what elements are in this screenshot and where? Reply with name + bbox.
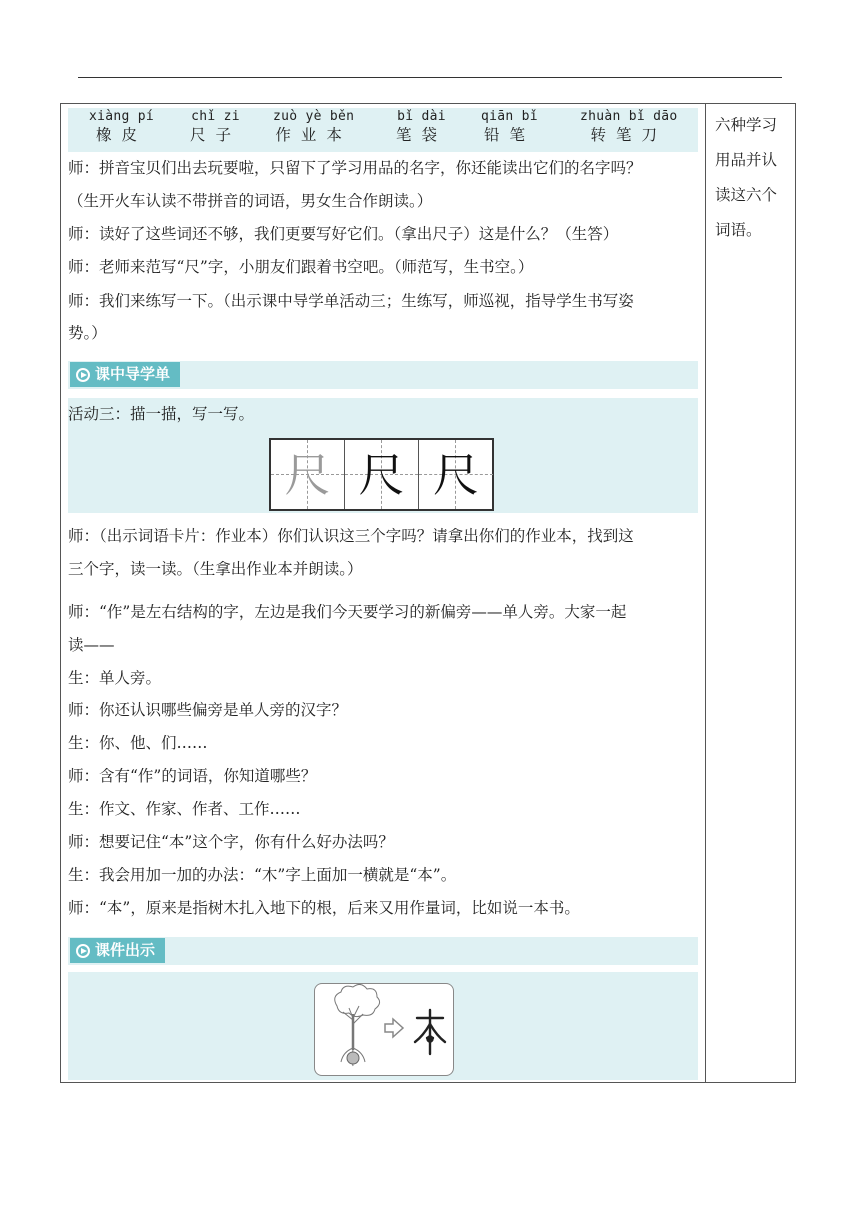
dialogue-line: 师：你还认识哪些偏旁是单人旁的汉字？	[68, 701, 348, 719]
dialogue-line: 师：我们来练写一下。（出示课中导学单活动三；生练写，师巡视，指导学生书写姿	[68, 292, 634, 310]
header-rule	[78, 77, 782, 78]
grid-cell	[345, 440, 419, 509]
play-circle-icon	[76, 944, 90, 958]
writing-grid	[269, 438, 494, 511]
dialogue-line: 师：老师来范写“尺”字，小朋友们跟着书空吧。（师范写，生书空。）	[68, 258, 534, 276]
activity-panel	[68, 398, 698, 513]
word-pinyin: qiān bǐ	[481, 109, 538, 124]
word-item	[190, 108, 241, 144]
lesson-table	[60, 103, 796, 1083]
side-note	[715, 108, 791, 248]
word-item	[481, 108, 538, 144]
dialogue-line: 生：作文、作家、作者、工作……	[68, 800, 301, 818]
side-note-line: 读这六个	[715, 186, 778, 204]
banner-title: 课中导学单	[95, 365, 171, 383]
dialogue-line: 生：我会用加一加的办法：“木”字上面加一横就是“本”。	[68, 866, 457, 884]
dialogue-line: 师：含有“作”的词语，你知道哪些？	[68, 767, 317, 785]
dialogue-line: 师：想要记住“本”这个字，你有什么好办法吗？	[68, 833, 394, 851]
word-pinyin: bǐ dài	[397, 109, 446, 124]
pinyin-word-row	[68, 108, 698, 152]
trace-character: 尺	[284, 447, 331, 502]
side-note-line: 词语。	[715, 221, 762, 239]
arrow-right-icon	[385, 1019, 403, 1037]
tree-root-to-ben-illustration	[315, 984, 452, 1074]
activity-title: 活动三：描一描，写一写。	[68, 405, 255, 423]
play-circle-icon	[76, 368, 90, 382]
banner-tag	[70, 938, 165, 963]
model-character: 尺	[433, 447, 479, 502]
dialogue-line: 三个字，读一读。（生拿出作业本并朗读。）	[68, 560, 363, 578]
dialogue-line: 师：读好了这些词还不够，我们更要写好它们。（拿出尺子）这是什么？（生答）	[68, 225, 619, 243]
section-banner-guide	[68, 361, 698, 389]
courseware-card	[314, 983, 454, 1076]
dialogue-line: 师：（出示词语卡片：作业本）你们认识这三个字吗？请拿出你们的作业本，找到这	[68, 527, 634, 545]
word-pinyin: zuò yè běn	[273, 109, 355, 124]
word-hanzi: 笔袋	[396, 126, 448, 144]
word-hanzi: 橡皮	[96, 126, 148, 144]
word-pinyin: chǐ zi	[191, 109, 240, 124]
courseware-panel	[68, 972, 698, 1080]
section-banner-courseware	[68, 937, 698, 965]
banner-title: 课件出示	[95, 941, 156, 959]
banner-tag	[70, 362, 180, 387]
word-hanzi: 转笔刀	[590, 126, 668, 144]
side-note-line: 六种学习	[715, 116, 778, 134]
word-item	[273, 108, 354, 144]
word-item	[396, 108, 447, 144]
word-pinyin: xiàng pí	[89, 109, 155, 124]
dialogue-line: 势。）	[68, 324, 107, 342]
grid-cell	[271, 440, 345, 509]
dialogue-line: 师：“本”，原来是指树木扎入地下的根，后来又用作量词，比如说一本书。	[68, 899, 580, 917]
word-item	[89, 108, 154, 144]
word-pinyin: zhuàn bǐ dāo	[580, 109, 678, 124]
dialogue-line: 师：拼音宝贝们出去玩要啦，只留下了学习用品的名字，你还能读出它们的名字吗？	[68, 159, 642, 177]
dialogue-line: 生：单人旁。	[68, 669, 162, 687]
model-character: 尺	[358, 447, 405, 502]
dialogue-line: 师：“作”是左右结构的字，左边是我们今天要学习的新偏旁——单人旁。大家一起	[68, 603, 627, 621]
word-hanzi: 尺子	[190, 126, 242, 144]
side-note-line: 用品并认	[715, 151, 778, 169]
word-hanzi: 铅笔	[483, 126, 535, 144]
dialogue-line: 读——	[68, 636, 115, 654]
tree-icon	[335, 984, 380, 1066]
dialogue-line: （生开火车认读不带拼音的词语，男女生合作朗读。）	[68, 192, 433, 210]
grid-cell	[419, 440, 493, 509]
dialogue-line: 生：你、他、们……	[68, 734, 208, 752]
ancient-ben-glyph	[415, 1010, 445, 1054]
word-hanzi: 作业本	[275, 126, 352, 144]
word-item	[580, 108, 678, 144]
column-divider	[705, 104, 706, 1082]
